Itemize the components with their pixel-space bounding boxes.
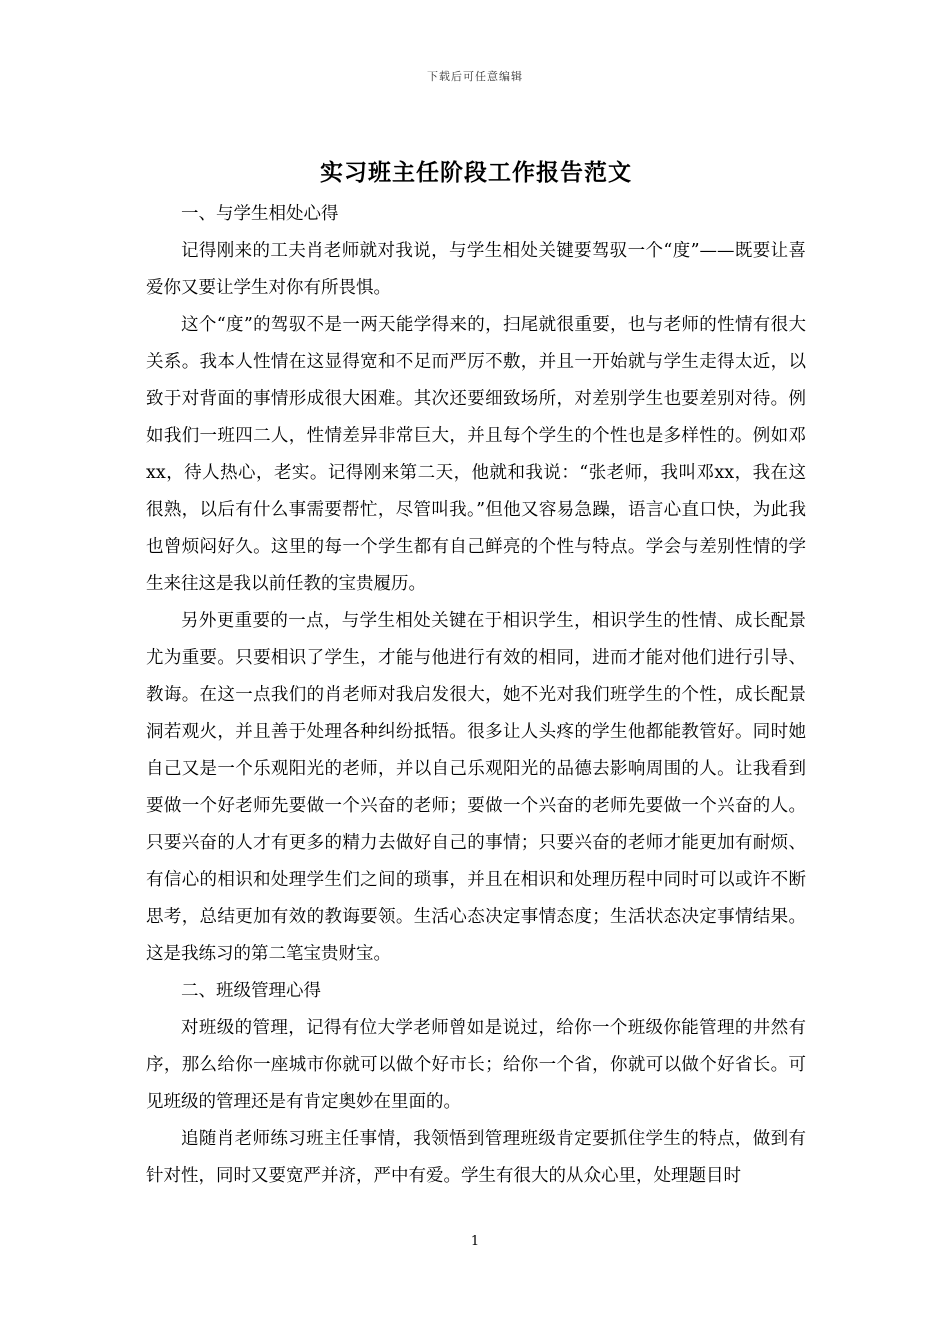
section-heading-2: 二、班级管理心得 bbox=[181, 981, 321, 1001]
paragraph: 对班级的管理，记得有位大学老师曾如是说过，给你一个班级你能管理的井然有序，那么给你一座城市你就可以做个好市长；给你一个省，你就可以做个好省长。可见班级的管理还是有肯定奥妙在里面的。 bbox=[146, 1018, 806, 1112]
page-number: 1 bbox=[470, 1234, 480, 1249]
section-heading-1: 一、与学生相处心得 bbox=[181, 204, 339, 224]
document-body bbox=[146, 150, 806, 1195]
paragraph: 追随肖老师练习班主任事情，我领悟到管理班级肯定要抓住学生的特点，做到有针对性，同时又要宽严并济，严中有爱。学生有很大的从众心里，处理题目时 bbox=[146, 1129, 806, 1186]
header-note: 下载后可任意编辑 bbox=[427, 70, 523, 83]
paragraph: 记得刚来的工夫肖老师就对我说，与学生相处关键要驾驭一个“度”——既要让喜爱你又要让学生对你有所畏惧。 bbox=[146, 241, 806, 298]
paragraph: 这个“度”的驾驭不是一两天能学得来的，扫尾就很重要，也与老师的性情有很大关系。我本人性情在这显得宽和不足而严厉不敷，并且一开始就与学生走得太近，以致于对背面的事情形成很大困难。其次还要细致场所，对差别学生也要差别对待。例如我们一班四二人，性情差异非常巨大，并且每个学生的个性也是多样性的。例如邓xx，待人热心，老实。记得刚来第二天，他就和我说：“张老师，我叫邓xx，我在这很熟，以后有什么事需要帮忙，尽管叫我。”但他又容易急躁，语言心直口快，为此我也曾烦闷好久。这里的每一个学生都有自己鲜亮的个性与特点。学会与差别性情的学生来往这是我以前任教的宝贵履历。 bbox=[146, 315, 806, 594]
paragraph: 另外更重要的一点，与学生相处关键在于相识学生，相识学生的性情、成长配景尤为重要。只要相识了学生，才能与他进行有效的相同，进而才能对他们进行引导、教诲。在这一点我们的肖老师对我启发很大，她不光对我们班学生的个性，成长配景洞若观火，并且善于处理各种纠纷抵牾。很多让人头疼的学生他都能教管好。同时她自己又是一个乐观阳光的老师，并以自己乐观阳光的品德去影响周围的人。让我看到要做一个好老师先要做一个兴奋的老师；要做一个兴奋的老师先要做一个兴奋的人。只要兴奋的人才有更多的精力去做好自己的事情；只要兴奋的老师才能更加有耐烦、有信心的相识和处理学生们之间的琐事，并且在相识和处理历程中同时可以或许不断思考，总结更加有效的教诲要领。生活心态决定事情态度；生活状态决定事情结果。这是我练习的第二笔宝贵财宝。 bbox=[146, 611, 806, 964]
document-title: 实习班主任阶段工作报告范文 bbox=[320, 159, 632, 186]
